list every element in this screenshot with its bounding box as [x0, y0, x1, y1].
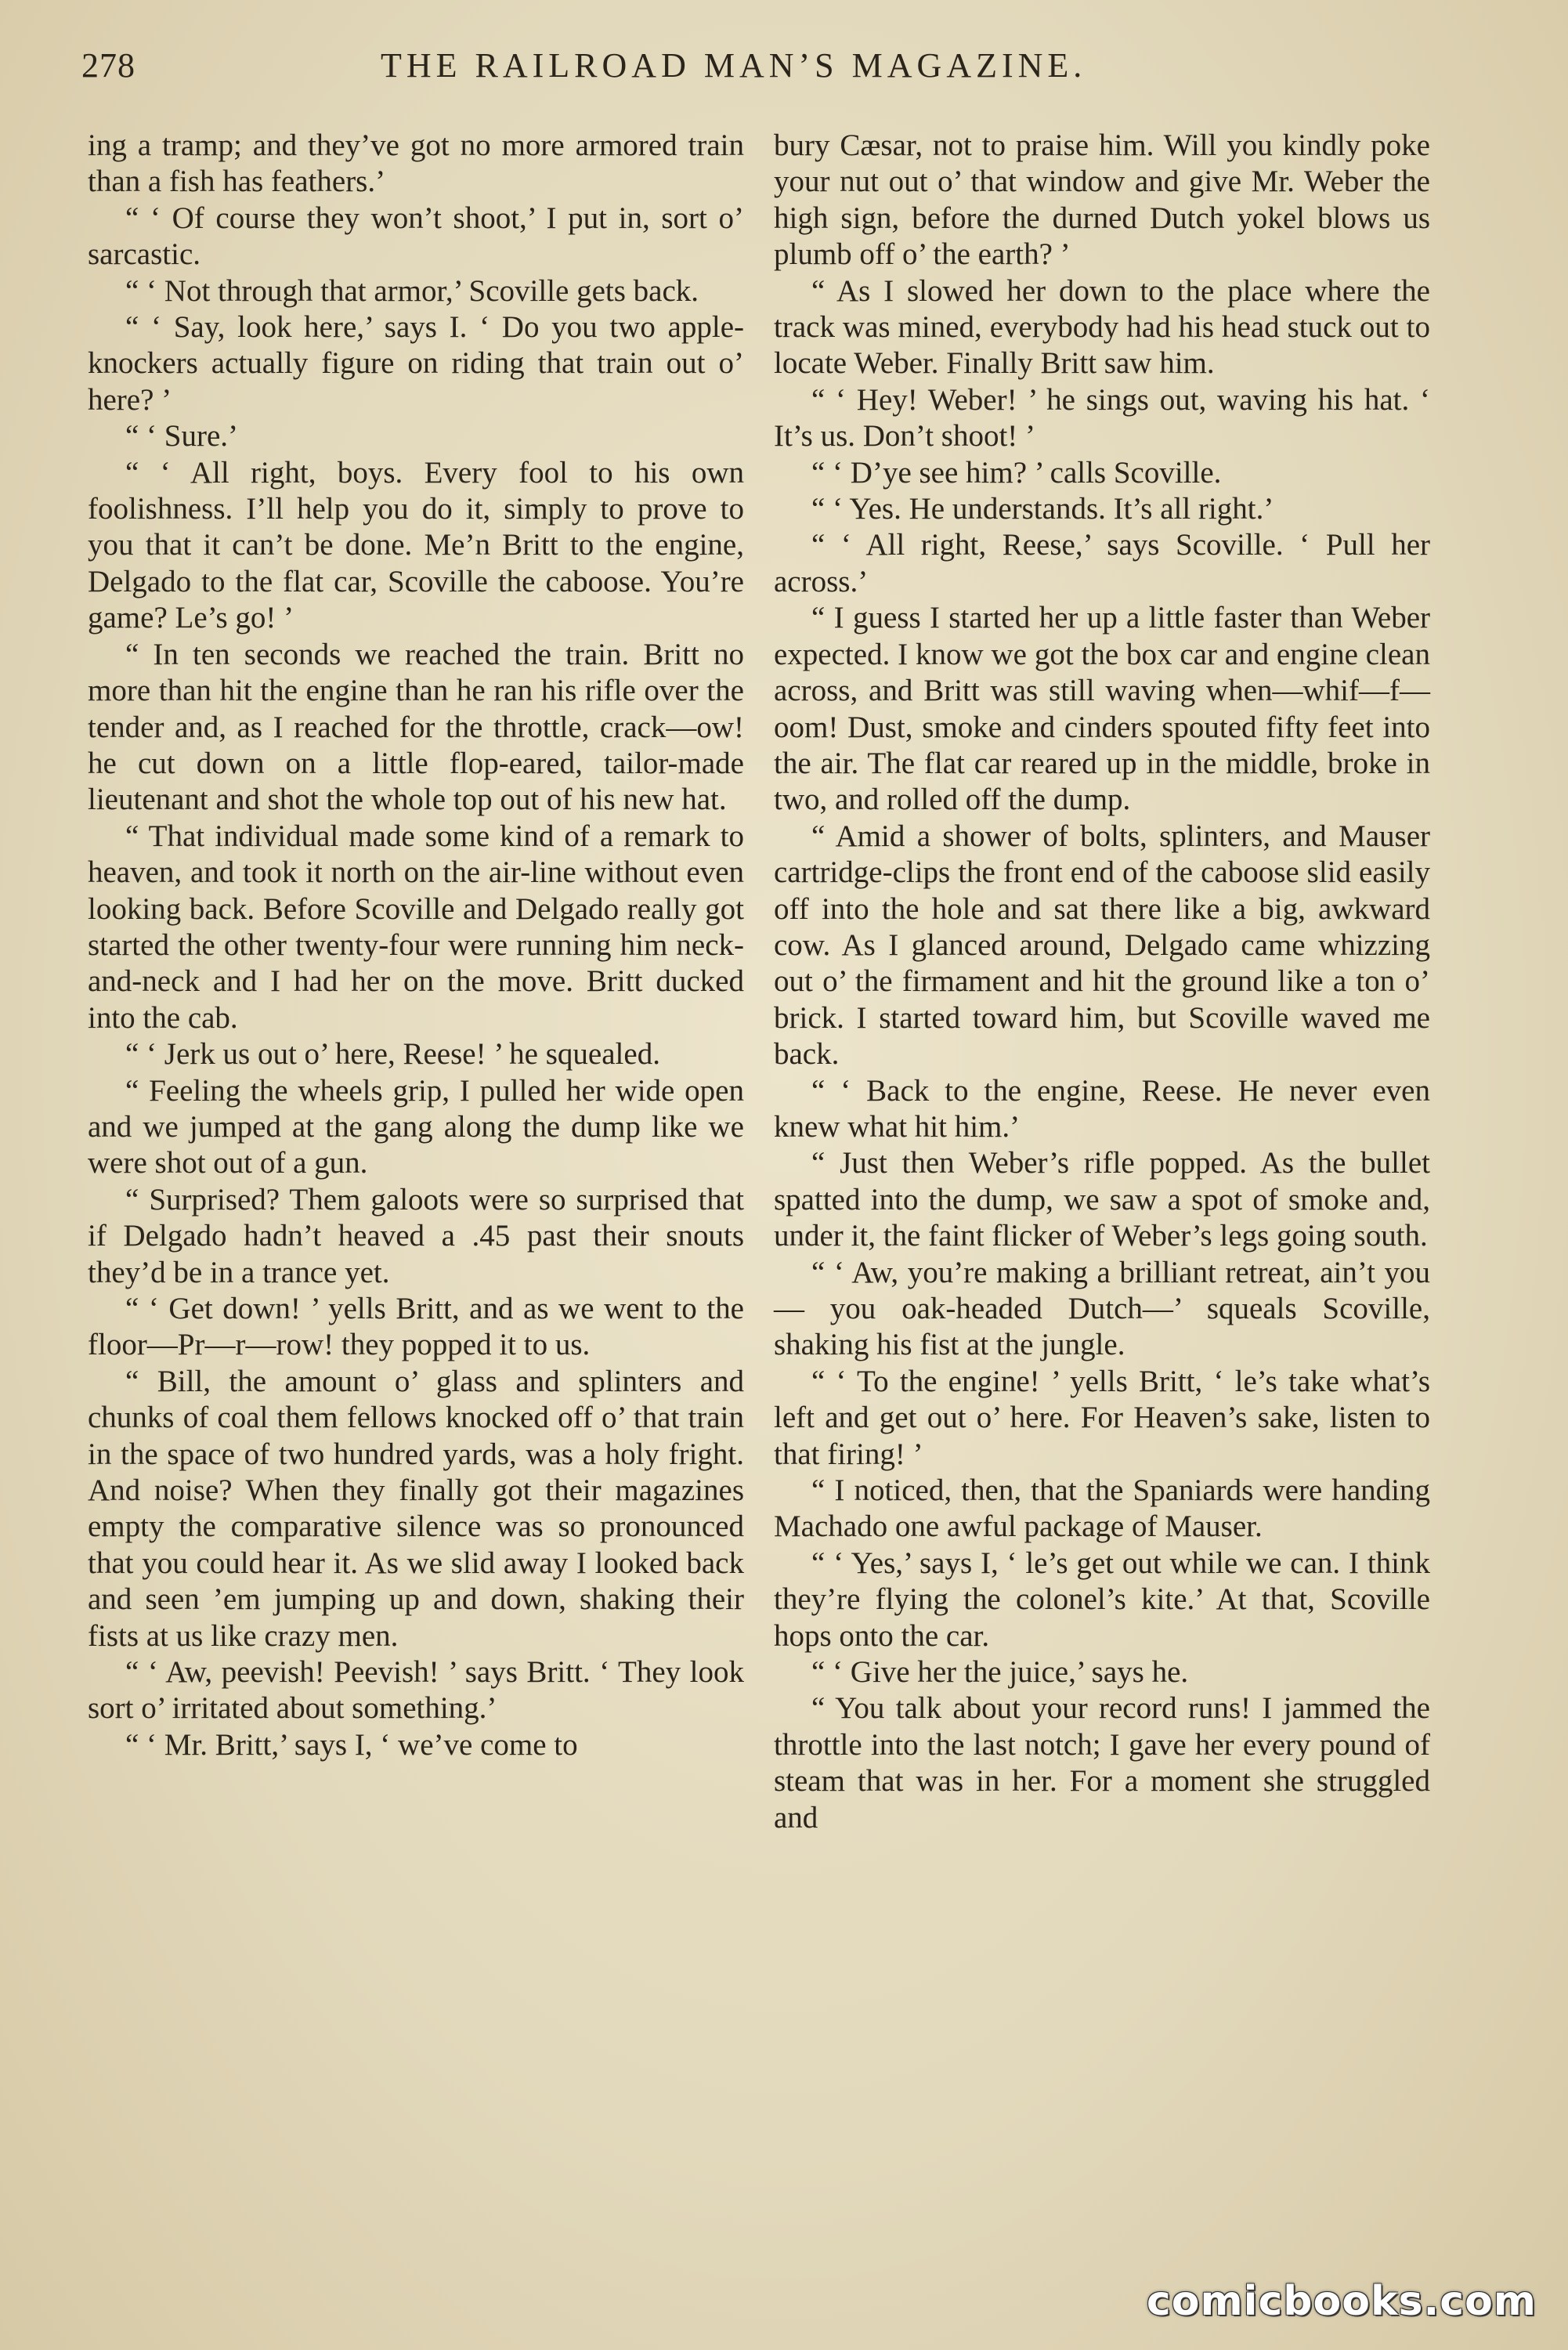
- paragraph: “ ‘ Mr. Britt,’ says I, ‘ we’ve come to: [125, 1727, 578, 1762]
- watermark-logo: comicbooks.com: [1146, 2278, 1537, 2325]
- page-header: [0, 45, 1568, 100]
- paragraph: “ ‘ Yes,’ says I, ‘ le’s get out while we can. I think they’re flying the colonel’s kite.’ At that, Scoville hops onto the car.: [774, 1546, 1430, 1653]
- paragraph: “ ‘ Aw, you’re making a brilliant retreat, ain’t you — you oak-headed Dutch—’ squeals Scoville, shaking his fist at the jungle.: [774, 1255, 1430, 1362]
- paragraph: “ ‘ To the engine! ’ yells Britt, ‘ le’s take what’s left and get out o’ here. For Heaven’s sake, listen to that firing! ’: [774, 1364, 1430, 1471]
- paragraph: “ ‘ Yes. He understands. It’s all right.’: [811, 492, 1274, 526]
- paragraph: “ Surprised? Them galoots were so surprised that if Delgado hadn’t heaved a .45 past their snouts they’d be in a trance yet.: [88, 1182, 744, 1289]
- paragraph: “ Feeling the wheels grip, I pulled her wide open and we jumped at the gang along the dump like we were shot out of a gun.: [88, 1073, 744, 1180]
- paragraph: “ Amid a shower of bolts, splinters, and Mauser cartridge-clips the front end of the caboose slid easily off into the hole and sat there like a big, awkward cow. As I glanced around, Delgado came whizzing out o’ the firmament and hit the ground like a ton o’ brick. I started toward him, but Scoville waved me back.: [774, 819, 1430, 1072]
- paragraph: “ ‘ Jerk us out o’ here, Reese! ’ he squealed.: [125, 1037, 660, 1072]
- paragraph: “ ‘ Give her the juice,’ says he.: [811, 1655, 1189, 1690]
- paragraph: “ ‘ Sure.’: [125, 419, 239, 454]
- paragraph: bury Cæsar, not to praise him. Will you kindly poke your nut out o’ that window and give Mr. Weber the high sign, before the durned Dutch yokel blows us plumb off o’ the earth? ’: [774, 128, 1430, 272]
- left-column: [88, 128, 744, 1763]
- paragraph: ing a tramp; and they’ve got no more armored train than a fish has feathers.’: [88, 128, 744, 199]
- running-title: THE RAILROAD MAN’S MAGAZINE.: [381, 46, 1087, 85]
- paragraph: “ That individual made some kind of a remark to heaven, and took it north on the air-line without even looking back. Before Scoville and Delgado really got started the other twenty-four were running him neck-and-neck and I had her on the move. Britt ducked into the cab.: [88, 819, 744, 1035]
- paragraph: “ I noticed, then, that the Spaniards were handing Machado one awful package of Mauser.: [774, 1473, 1430, 1544]
- paragraph: “ ‘ Get down! ’ yells Britt, and as we went to the floor—Pr—r—row! they popped it to us.: [88, 1292, 744, 1362]
- paragraph: “ ‘ Back to the engine, Reese. He never even knew what hit him.’: [774, 1073, 1430, 1144]
- paragraph: “ Just then Weber’s rifle popped. As the bullet spatted into the dump, we saw a spot of smoke and, under it, the faint flicker of Weber’s legs going south.: [774, 1146, 1430, 1253]
- paragraph: “ ‘ Say, look here,’ says I. ‘ Do you two apple-knockers actually figure on riding that train out o’ here? ’: [88, 310, 744, 417]
- paragraph: “ I guess I started her up a little faster than Weber expected. I know we got the box car and engine clean across, and Britt was still waving when—whif—f—oom! Dust, smoke and cinders spouted fifty feet into the air. The flat car reared up in the middle, broke in two, and rolled off the dump.: [774, 601, 1430, 817]
- paragraph: “ As I slowed her down to the place where the track was mined, everybody had his head stuck out to locate Weber. Finally Britt saw him.: [774, 273, 1430, 381]
- paragraph: “ ‘ Hey! Weber! ’ he sings out, waving his hat. ‘ It’s us. Don’t shoot! ’: [774, 382, 1430, 454]
- paragraph: “ ‘ Aw, peevish! Peevish! ’ says Britt. ‘ They look sort o’ irritated about something.’: [88, 1655, 744, 1726]
- paragraph: “ ‘ D’ye see him? ’ calls Scoville.: [811, 455, 1222, 490]
- right-column: [774, 128, 1430, 1836]
- paragraph: “ ‘ All right, boys. Every fool to his own foolishness. I’ll help you do it, simply to prove to you that it can’t be done. Me’n Britt to the engine, Delgado to the flat car, Scoville the caboose. You’re game? Le’s go! ’: [88, 455, 744, 635]
- paragraph: “ ‘ Of course they won’t shoot,’ I put in, sort o’ sarcastic.: [88, 201, 744, 272]
- paragraph: “ Bill, the amount o’ glass and splinters and chunks of coal them fellows knocked off o’ that train in the space of two hundred yards, was a holy fright. And noise? When they finally got their magazines empty the comparative silence was so pronounced that you could hear it. As we slid away I looked back and seen ’em jumping up and down, shaking their fists at us like crazy men.: [88, 1364, 744, 1653]
- paragraph: “ In ten seconds we reached the train. Britt no more than hit the engine than he ran his rifle over the tender and, as I reached for the throttle, crack—ow! he cut down on a little flop-eared, tailor-made lieutenant and shot the whole top out of his new hat.: [88, 637, 744, 817]
- paragraph: “ ‘ Not through that armor,’ Scoville gets back.: [125, 273, 699, 308]
- paragraph: “ You talk about your record runs! I jammed the throttle into the last notch; I gave her every pound of steam that was in her. For a moment she struggled and: [774, 1691, 1430, 1835]
- paragraph: “ ‘ All right, Reese,’ says Scoville. ‘ Pull her across.’: [774, 528, 1430, 598]
- page-number: 278: [81, 46, 135, 85]
